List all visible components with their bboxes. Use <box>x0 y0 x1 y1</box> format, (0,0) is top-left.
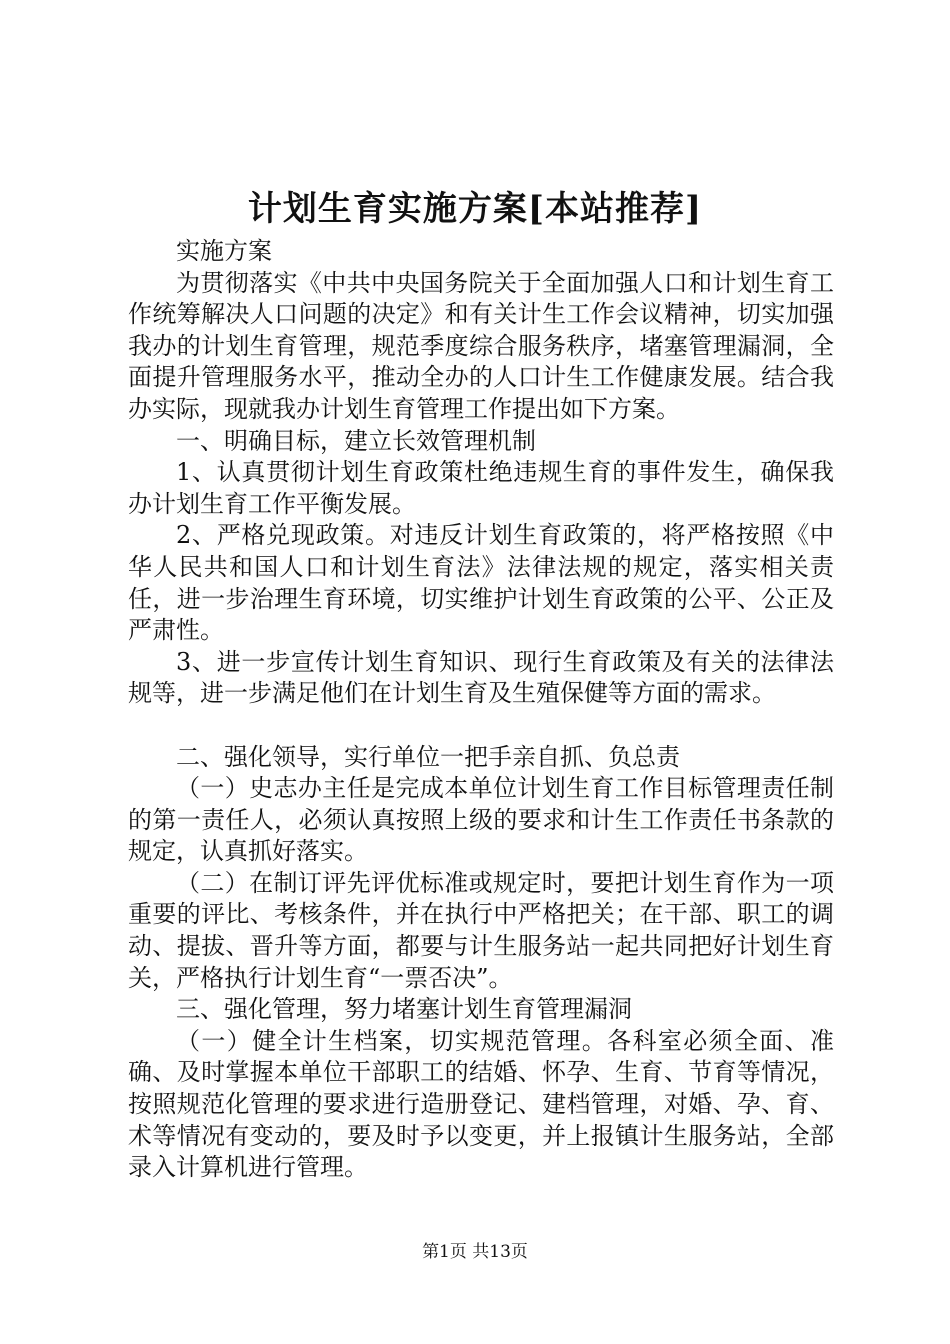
section-heading-3: 三、强化管理，努力堵塞计划生育管理漏洞 <box>176 995 632 1024</box>
paragraph-item-2: 2、严格兑现政策。对违反计划生育政策的，将严格按照《中华人民共和国人口和计划生育法》法律法规的规定，落实相关责任，进一步治理生育环境，切实维护计划生育政策的公平、公正及严肃性。 <box>128 521 834 645</box>
paragraph-sub-2: （二）在制订评先评优标准或规定时，要把计划生育作为一项重要的评比、考核条件，并在执行中严格把关；在干部、职工的调动、提拔、晋升等方面，都要与计生服务站一起共同把好计划生育关，严格执行计划生育“一票否决”。 <box>128 868 834 992</box>
paragraph-item-3: 3、进一步宣传计划生育知识、现行生育政策及有关的法律法规等，进一步满足他们在计划生育及生殖保健等方面的需求。 <box>128 647 834 708</box>
paragraph-sub-1: （一）史志办主任是完成本单位计划生育工作目标管理责任制的第一责任人，必须认真按照上级的要求和计生工作责任书条款的规定，认真抓好落实。 <box>128 774 834 866</box>
paragraph-sub-3: （一）健全计生档案，切实规范管理。各科室必须全面、准确、及时掌握本单位干部职工的结婚、怀孕、生育、节育等情况，按照规范化管理的要求进行造册登记、建档管理，对婚、孕、育、术等情况有变动的，要及时予以变更，并上报镇计生服务站，全部录入计算机进行管理。 <box>128 1026 834 1182</box>
page-number: 第1页 共13页 <box>422 1242 528 1262</box>
document-body <box>128 236 834 1184</box>
paragraph-heading: 实施方案 <box>176 237 272 265</box>
paragraph-item-1: 1、认真贯彻计划生育政策杜绝违规生育的事件发生，确保我办计划生育工作平衡发展。 <box>128 458 834 518</box>
paragraph-intro: 为贯彻落实《中共中央国务院关于全面加强人口和计划生育工作统筹解决人口问题的决定》和有关计生工作会议精神，切实加强我办的计划生育管理，规范季度综合服务秩序，堵塞管理漏洞，全面提升管理服务水平，推动全办的人口计生工作健康发展。结合我办实际，现就我办计划生育管理工作提出如下方案。 <box>128 268 834 423</box>
section-heading-1: 一、明确目标，建立长效管理机制 <box>176 426 536 455</box>
document-title: 计划生育实施方案[本站推荐] <box>247 189 703 229</box>
section-heading-2: 二、强化领导，实行单位一把手亲自抓、负总责 <box>176 742 680 771</box>
